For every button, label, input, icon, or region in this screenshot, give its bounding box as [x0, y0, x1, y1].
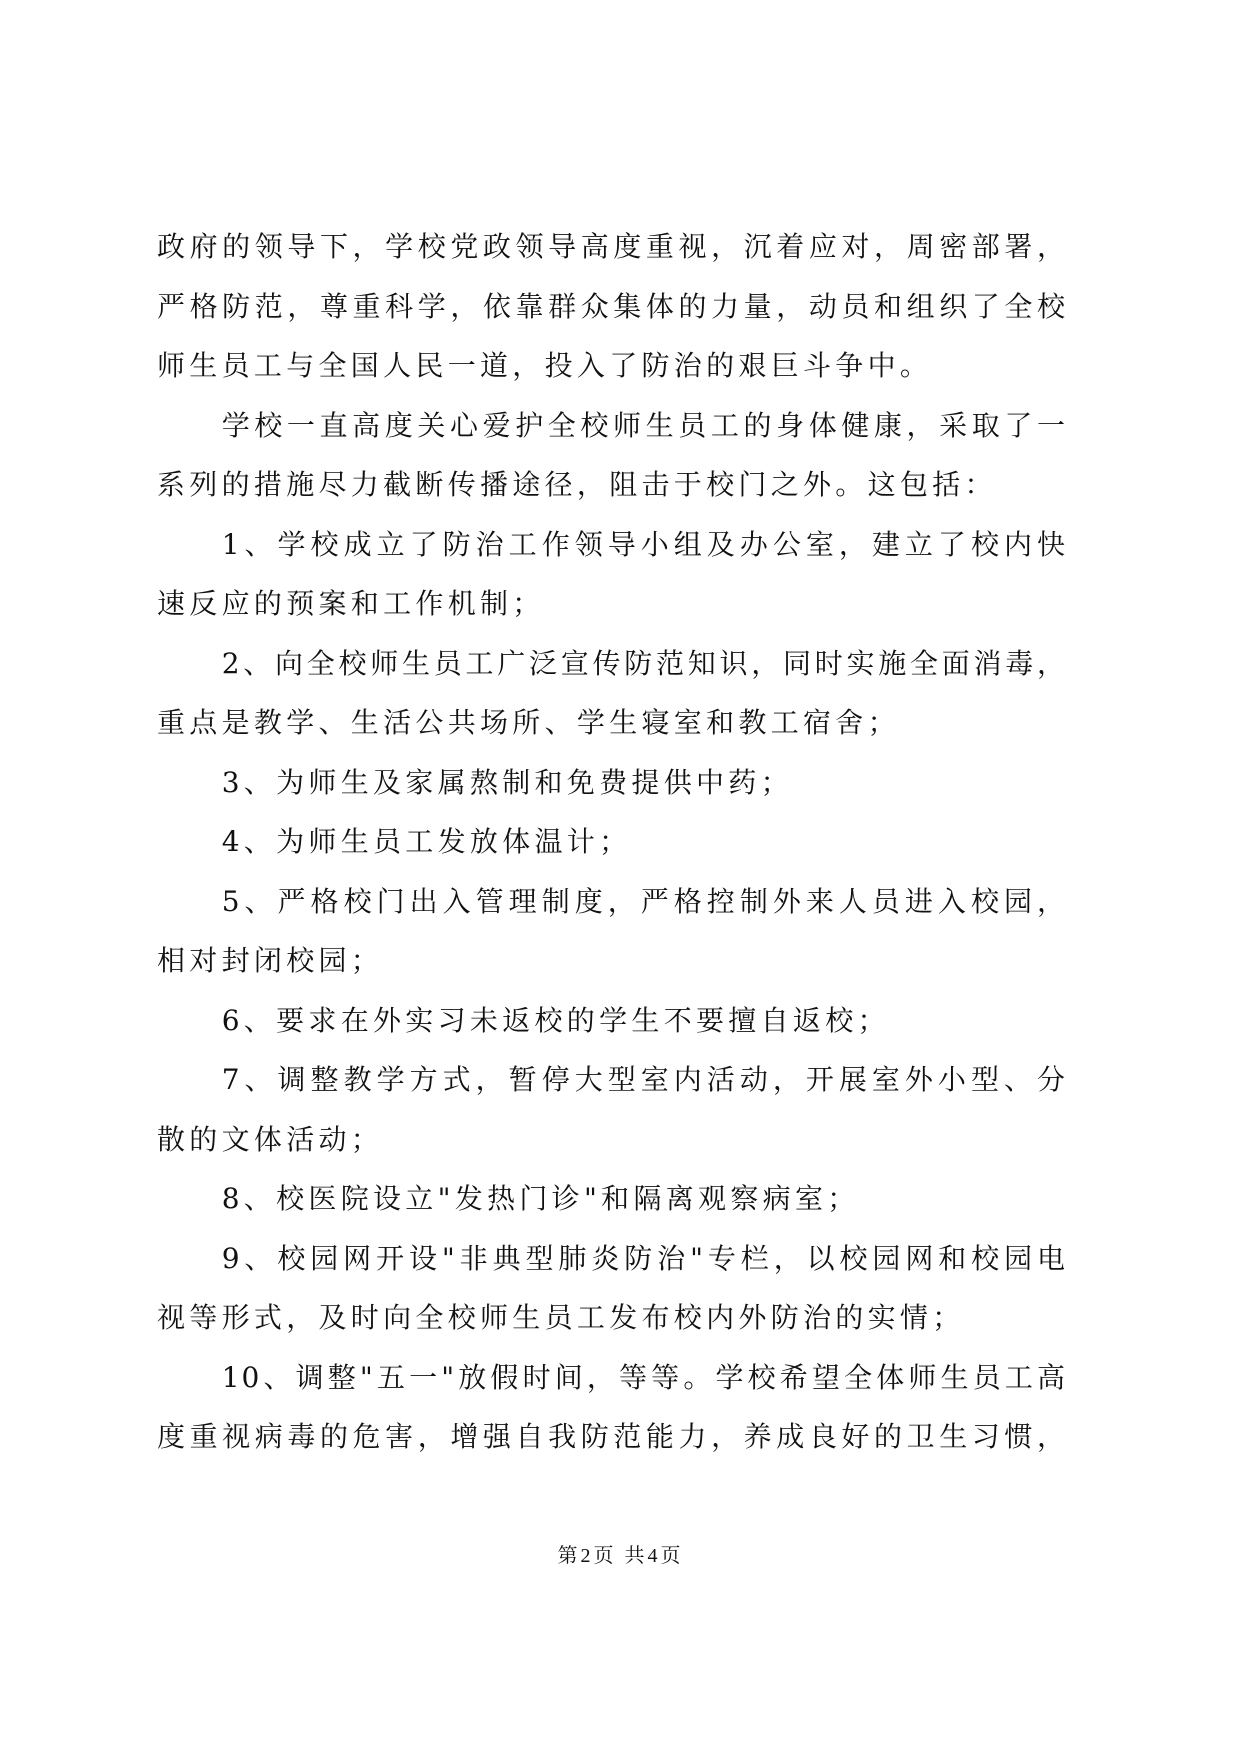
list-item: [157, 1050, 1067, 1169]
text-line: 6、要求在外实习未返校的学生不要擅自返校；: [221, 1003, 890, 1037]
list-item: [157, 634, 1067, 753]
text-line: 度重视病毒的危害，增强自我防范能力，养成良好的卫生习惯，: [157, 1420, 1067, 1453]
text-line: 相对封闭校园；: [157, 944, 384, 977]
text-line: 重点是教学、生活公共场所、学生寝室和教工宿舍；: [157, 706, 900, 739]
paragraph: [157, 396, 1067, 515]
text-line: 8、校医院设立"发热门诊"和隔离观察病室；: [221, 1182, 860, 1215]
text-line: 视等形式，及时向全校师生员工发布校内外防治的实情；: [157, 1301, 965, 1334]
text-line: 师生员工与全国人民一道，投入了防治的艰巨斗争中。: [157, 349, 933, 382]
text-line: 10、调整"五一"放假时间，等等。学校希望全体师生员工高: [221, 1360, 1067, 1394]
page-number-label: 第2页 共4页: [557, 1545, 684, 1567]
list-item: [157, 1169, 1067, 1229]
list-item: [157, 991, 1067, 1051]
text-line: 系列的措施尽力截断传播途径，阻击于校门之外。这包括：: [157, 468, 997, 501]
list-item: [157, 1348, 1067, 1467]
text-line: 7、调整教学方式，暂停大型室内活动，开展室外小型、分: [221, 1063, 1067, 1096]
text-line: 4、为师生员工发放体温计；: [221, 825, 632, 858]
page-footer: [0, 1542, 1241, 1570]
text-line: 3、为师生及家属熬制和免费提供中药；: [221, 765, 793, 799]
text-line: 散的文体活动；: [157, 1122, 384, 1156]
document-body: [157, 217, 1067, 1467]
text-line: 速反应的预案和工作机制；: [157, 587, 545, 620]
list-item: [157, 812, 1067, 872]
text-line: 严格防范，尊重科学，依靠群众集体的力量，动员和组织了全校: [157, 289, 1067, 323]
list-item: [157, 753, 1067, 813]
text-line: 2、向全校师生员工广泛宣传防范知识，同时实施全面消毒，: [221, 646, 1067, 680]
text-line: 学校一直高度关心爱护全校师生员工的身体健康，采取了一: [221, 408, 1067, 442]
text-line: 政府的领导下，学校党政领导高度重视，沉着应对，周密部署，: [157, 230, 1067, 263]
list-item: [157, 1229, 1067, 1348]
list-item: [157, 872, 1067, 991]
list-item: [157, 515, 1067, 634]
text-line: 5、严格校门出入管理制度，严格控制外来人员进入校园，: [221, 884, 1067, 918]
text-line: 1、学校成立了防治工作领导小组及办公室，建立了校内快: [221, 527, 1067, 561]
text-line: 9、校园网开设"非典型肺炎防治"专栏，以校园网和校园电: [221, 1241, 1067, 1275]
paragraph: [157, 217, 1067, 396]
